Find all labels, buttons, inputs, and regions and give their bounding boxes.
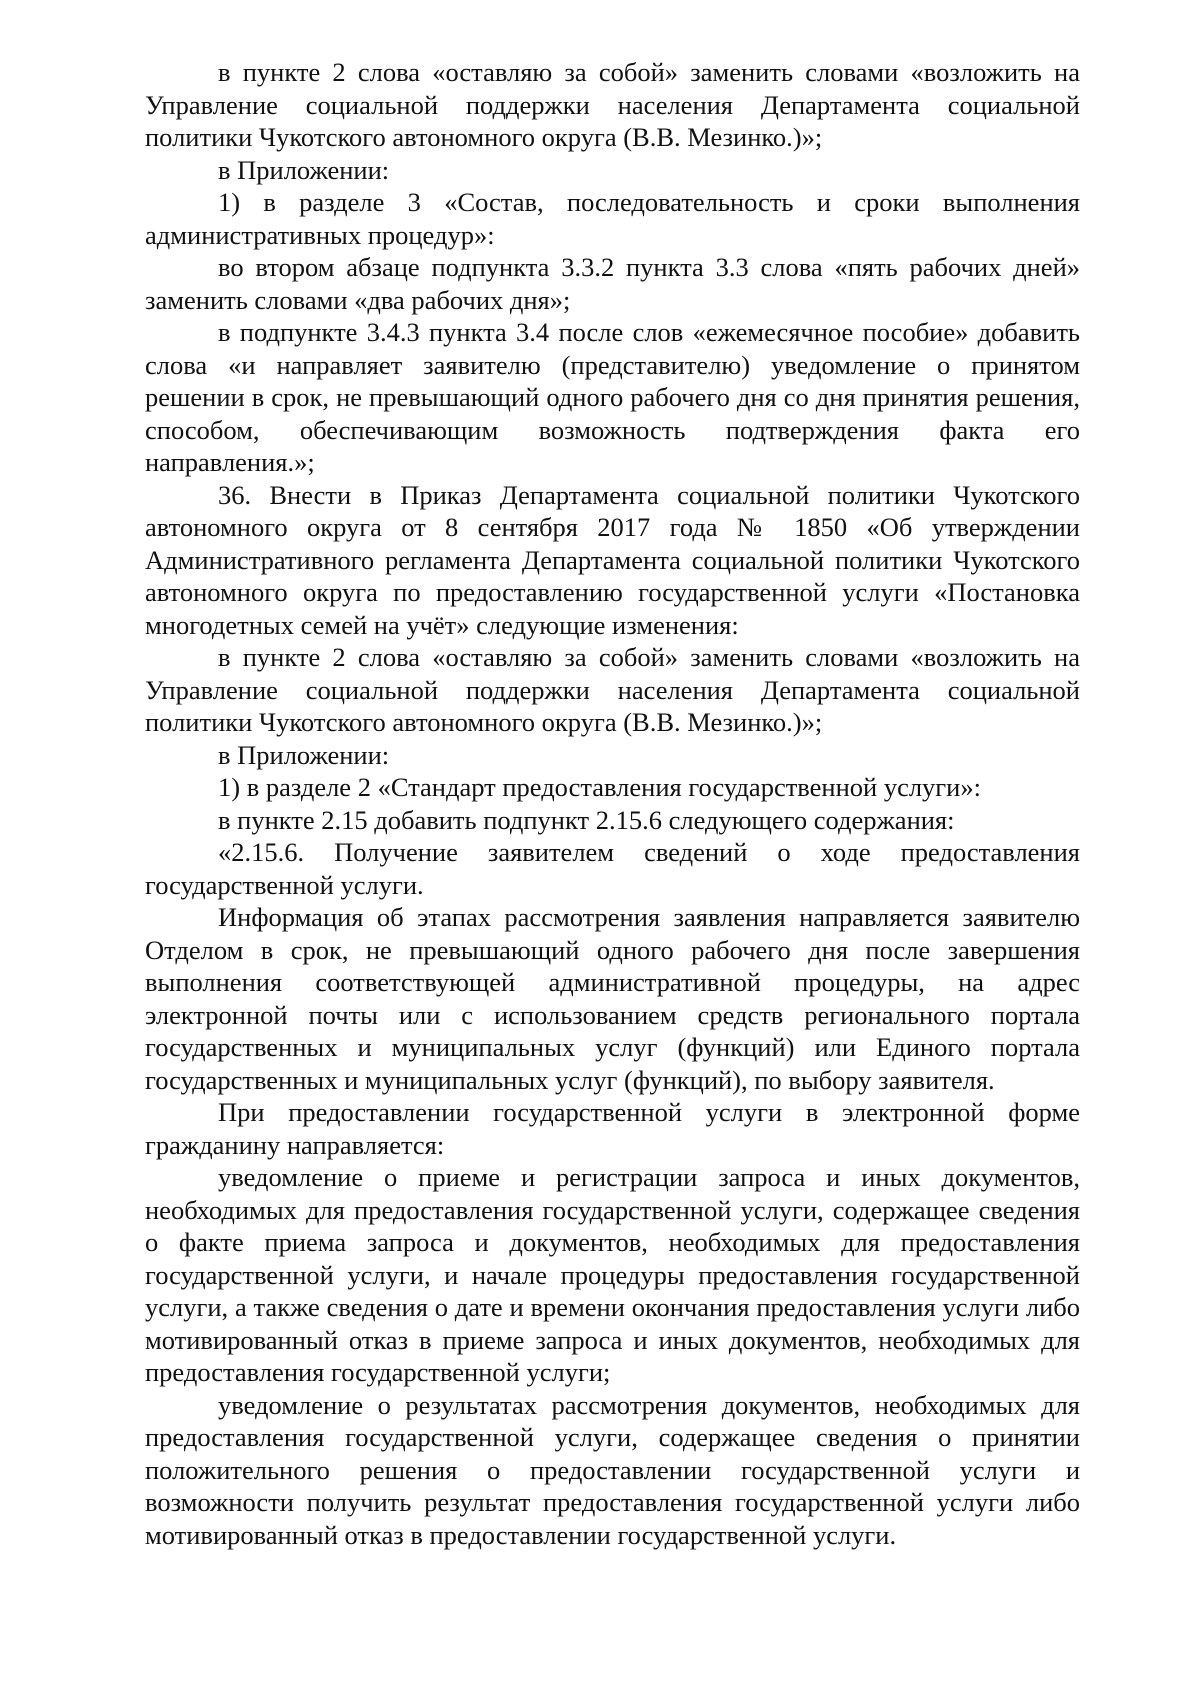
paragraph-14: уведомление о приеме и регистрации запроса и иных документов, необходимых для предоставления государственной услуги, содержащее сведения о факте приема запроса и документов, необходимых для предоставления государственной услуги, и начале процедуры предоставления государственной услуги, а также сведения о дате и времени окончания предоставления услуги либо мотивированный отказ в приеме запроса и иных документов, необходимых для предоставления государственной услуги; (145, 1162, 1080, 1387)
paragraph-4: во втором абзаце подпункта 3.3.2 пункта 3.3 слова «пять рабочих дней» заменить словами «два рабочих дня»; (145, 252, 1080, 315)
paragraph-1: в пункте 2 слова «оставляю за собой» заменить словами «возложить на Управление социальной поддержки населения Департамента социальной политики Чукотского автономного округа (В.В. Мезинко.)»; (145, 57, 1080, 152)
paragraph-2: в Приложении: (218, 154, 390, 185)
document-body (145, 56, 1080, 1551)
paragraph-3: 1) в разделе 3 «Состав, последовательность и сроки выполнения административных процедур»: (145, 187, 1080, 250)
paragraph-5: в подпункте 3.4.3 пункта 3.4 после слов «ежемесячное пособие» добавить слова «и направляет заявителю (представителю) уведомление о принятом решении в срок, не превышающий одного рабочего дня со дня принятия решения, способом, обеспечивающим возможность подтверждения факта его направления.»; (145, 317, 1080, 477)
paragraph-9: 1) в разделе 2 «Стандарт предоставления государственной услуги»: (218, 772, 981, 802)
paragraph-15: уведомление о результатах рассмотрения документов, необходимых для предоставления государственной услуги, содержащее сведения о принятии положительного решения о предоставлении государственной услуги и возможности получить результат предоставления государственной услуги либо мотивированный отказ в предоставлении государственной услуги. (145, 1389, 1080, 1550)
paragraph-7: в пункте 2 слова «оставляю за собой» заменить словами «возложить на Управление социальной поддержки населения Департамента социальной политики Чукотского автономного округа (В.В. Мезинко.)»; (145, 642, 1080, 737)
paragraph-12: Информация об этапах рассмотрения заявления направляется заявителю Отделом в срок, не превышающий одного рабочего дня после завершения выполнения соответствующей административной процедуры, на адрес электронной почты или с использованием средств регионального портала государственных и муниципальных услуг (функций) или Единого портала государственных и муниципальных услуг (функций), по выбору заявителя. (145, 902, 1080, 1095)
paragraph-6: 36. Внести в Приказ Департамента социальной политики Чукотского автономного округа от 8 сентября 2017 года № 1850 «Об утверждении Административного регламента Департамента социальной политики Чукотского автономного округа по предоставлению государственной услуги «Постановка многодетных семей на учёт» следующие изменения: (145, 479, 1080, 640)
paragraph-10: в пункте 2.15 добавить подпункт 2.15.6 следующего содержания: (218, 804, 955, 835)
paragraph-8: в Приложении: (218, 739, 390, 770)
paragraph-11: «2.15.6. Получение заявителем сведений о ходе предоставления государственной услуги. (145, 837, 1080, 900)
paragraph-13: При предоставлении государственной услуги в электронной форме гражданину направляется: (145, 1097, 1080, 1160)
